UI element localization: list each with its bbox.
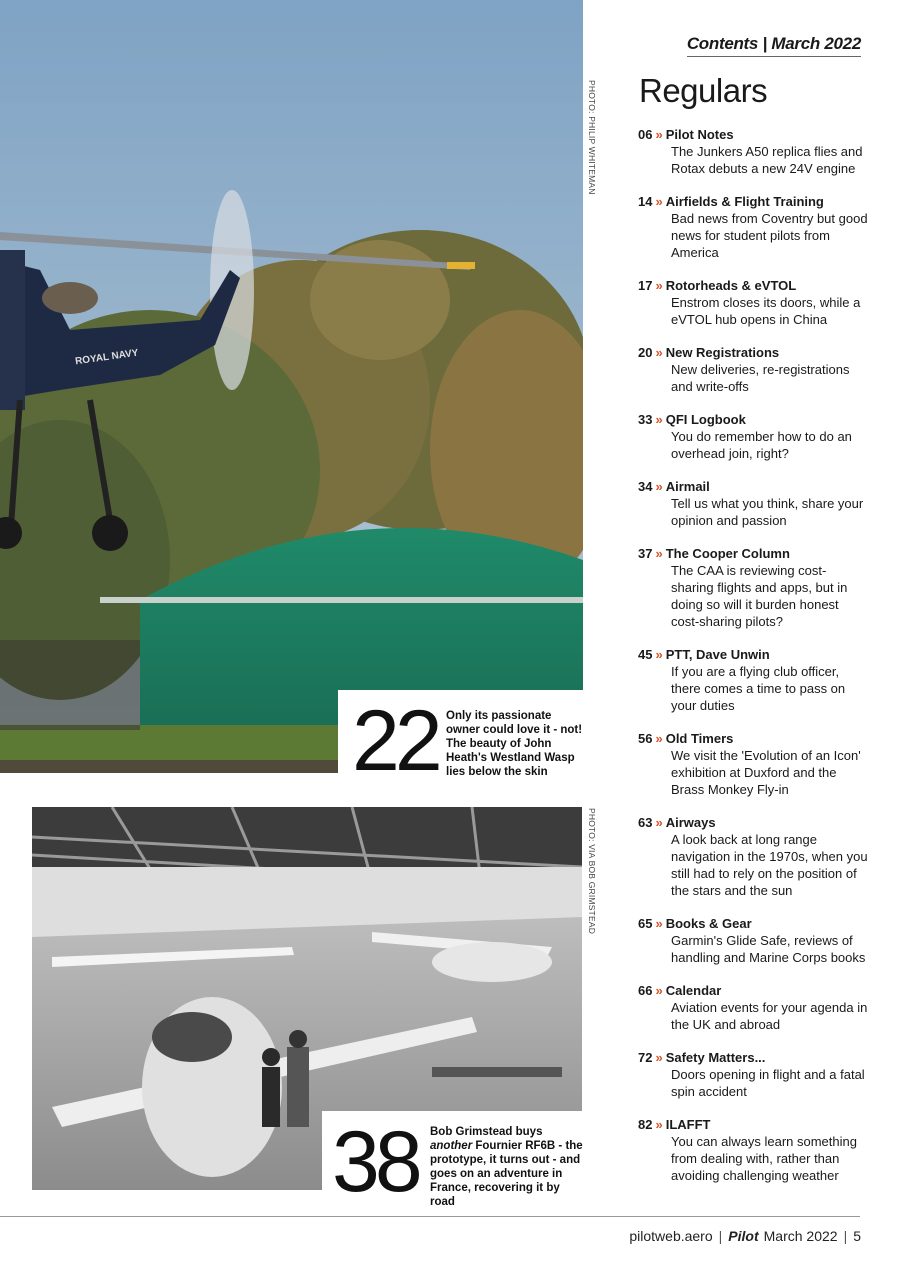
caption-page-number: 22 [352, 693, 438, 789]
chevron-right-icon: » [655, 815, 663, 830]
entry-description: The CAA is reviewing cost-sharing flights and apps, but in doing so will it burden honest cost-sharing pilots? [671, 563, 848, 629]
entry-description: You can always learn something from dealing with, rather than avoiding challenging weather [671, 1134, 857, 1183]
entry-title: PTT, Dave Unwin [665, 647, 770, 662]
contents-entry[interactable] [638, 1049, 868, 1100]
contents-entry[interactable] [638, 478, 868, 529]
footer-magazine: Pilot [728, 1228, 759, 1244]
entry-title: The Cooper Column [665, 546, 790, 561]
entry-heading [638, 193, 868, 210]
contents-entry[interactable] [638, 814, 868, 899]
entry-heading [638, 646, 868, 663]
helicopter-photo [0, 0, 583, 773]
chevron-right-icon: » [655, 479, 663, 494]
contents-entry[interactable] [638, 277, 868, 328]
entry-page-number: 45 [638, 647, 653, 662]
entry-heading [638, 126, 868, 143]
contents-entry[interactable] [638, 545, 868, 630]
contents-entry[interactable] [638, 344, 868, 395]
chevron-right-icon: » [655, 412, 663, 427]
entry-description: A look back at long range navigation in the 1970s, when you still had to rely on the position of the stars and the sun [671, 832, 868, 898]
entry-description: Tell us what you think, share your opinion and passion [671, 496, 864, 528]
entry-title: Airways [665, 815, 716, 830]
entry-heading [638, 478, 868, 495]
contents-entry[interactable] [638, 411, 868, 462]
entry-title: Books & Gear [665, 916, 752, 931]
chevron-right-icon: » [655, 1050, 663, 1065]
entry-page-number: 17 [638, 278, 653, 293]
photo-credit: PHOTO: PHILIP WHITEMAN [587, 80, 597, 195]
entry-page-number: 63 [638, 815, 653, 830]
entry-heading [638, 344, 868, 361]
entry-title: New Registrations [665, 345, 780, 360]
entry-heading [638, 814, 868, 831]
entry-description: Garmin's Glide Safe, reviews of handling and Marine Corps books [671, 933, 866, 965]
entry-title: Pilot Notes [665, 127, 734, 142]
entry-page-number: 82 [638, 1117, 653, 1132]
entry-page-number: 37 [638, 546, 653, 561]
entry-description: Doors opening in flight and a fatal spin accident [671, 1067, 865, 1099]
entry-title: QFI Logbook [665, 412, 746, 427]
entry-heading [638, 277, 868, 294]
entry-heading [638, 730, 868, 747]
contents-entry[interactable] [638, 193, 868, 261]
entry-page-number: 72 [638, 1050, 653, 1065]
chevron-right-icon: » [655, 983, 663, 998]
contents-entry[interactable] [638, 982, 868, 1033]
entry-page-number: 20 [638, 345, 653, 360]
entry-description: If you are a flying club officer, there comes a time to pass on your duties [671, 664, 846, 713]
entry-page-number: 65 [638, 916, 653, 931]
aircraft-marking: ROYAL NAVY [74, 347, 140, 368]
entry-description: You do remember how to do an overhead join, right? [671, 429, 852, 461]
entry-page-number: 06 [638, 127, 653, 142]
entry-heading [638, 1116, 868, 1133]
contents-entry[interactable] [638, 1116, 868, 1184]
entry-page-number: 66 [638, 983, 653, 998]
chevron-right-icon: » [655, 278, 663, 293]
entry-description: Enstrom closes its doors, while a eVTOL hub opens in China [671, 295, 861, 327]
contents-entry[interactable] [638, 730, 868, 798]
chevron-right-icon: » [655, 1117, 663, 1132]
caption-box [338, 690, 583, 789]
footer-website[interactable]: pilotweb.aero [629, 1228, 713, 1244]
entry-title: Rotorheads & eVTOL [665, 278, 797, 293]
entry-description: New deliveries, re-registrations and write-offs [671, 362, 850, 394]
chevron-right-icon: » [655, 127, 663, 142]
entry-title: Airfields & Flight Training [665, 194, 824, 209]
entry-heading [638, 1049, 868, 1066]
section-title: Regulars [639, 72, 768, 109]
entry-title: Calendar [665, 983, 722, 998]
entry-heading [638, 545, 868, 562]
chevron-right-icon: » [655, 916, 663, 931]
entry-description: The Junkers A50 replica flies and Rotax debuts a new 24V engine [671, 144, 863, 176]
caption-page-number: 38 [332, 1114, 418, 1210]
contents-entry[interactable] [638, 915, 868, 966]
caption-text: Bob Grimstead buys another Fournier RF6B - the prototype, it turns out - and goes on an adventure in France, recovering it by road [430, 1126, 583, 1208]
contents-entry[interactable] [638, 126, 868, 177]
chevron-right-icon: » [655, 546, 663, 561]
page-title: Contents | March 2022 [687, 34, 861, 57]
footer-divider [0, 1216, 860, 1217]
entry-page-number: 33 [638, 412, 653, 427]
footer: pilotweb.aero | Pilot March 2022 | 5 [629, 1228, 861, 1244]
contents-entry[interactable] [638, 646, 868, 714]
entry-description: Bad news from Coventry but good news for student pilots from America [671, 211, 868, 260]
entry-heading [638, 411, 868, 428]
entry-page-number: 34 [638, 479, 653, 494]
chevron-right-icon: » [655, 345, 663, 360]
footer-issue: March 2022 [763, 1228, 838, 1244]
entry-title: ILAFFT [665, 1117, 711, 1132]
caption-text: Only its passionate owner could love it - not! The beauty of John Heath's Westland Wasp lies below the skin [446, 710, 583, 778]
entry-description: Aviation events for your agenda in the UK and abroad [671, 1000, 868, 1032]
entry-title: Safety Matters... [665, 1050, 766, 1065]
photo-credit: PHOTO: VIA BOB GRIMSTEAD [587, 808, 597, 935]
chevron-right-icon: » [655, 731, 663, 746]
contents-list [638, 126, 868, 1184]
entry-title: Old Timers [665, 731, 734, 746]
chevron-right-icon: » [655, 647, 663, 662]
entry-description: We visit the 'Evolution of an Icon' exhibition at Duxford and the Brass Monkey Fly-in [671, 748, 861, 797]
caption-box [322, 1111, 583, 1210]
entry-title: Airmail [665, 479, 710, 494]
entry-heading [638, 982, 868, 999]
chevron-right-icon: » [655, 194, 663, 209]
footer-page-number: 5 [853, 1228, 861, 1244]
entry-page-number: 14 [638, 194, 653, 209]
entry-page-number: 56 [638, 731, 653, 746]
entry-heading [638, 915, 868, 932]
